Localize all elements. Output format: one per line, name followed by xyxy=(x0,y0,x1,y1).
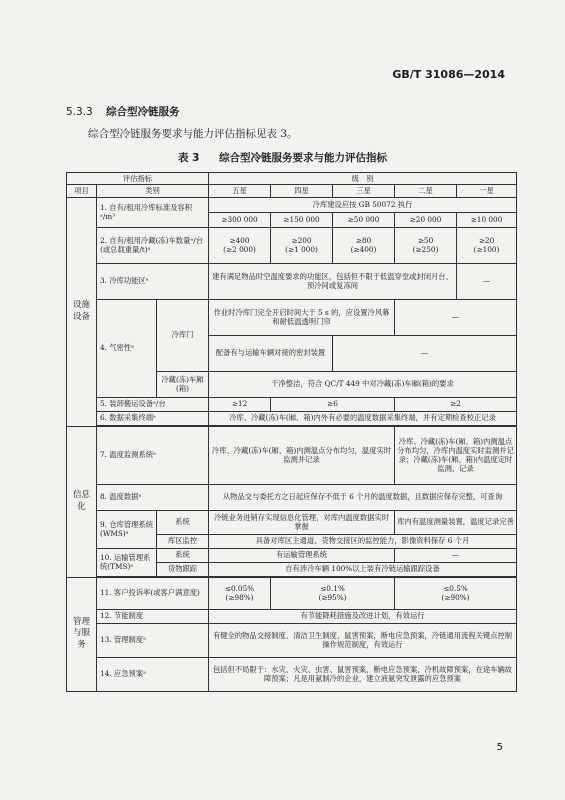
row-9-label: 9. 仓库管理系统(WMS)ᵃ xyxy=(97,510,157,548)
row-6-label: 6. 数据采集终端ᵃ xyxy=(97,411,209,425)
row-1-star-4: ≥150 000 xyxy=(271,212,333,227)
section-intro: 综合型冷链服务要求与能力评估指标见表 3。 xyxy=(88,128,298,140)
document-code: GB/T 31086—2014 xyxy=(392,68,505,81)
row-5-star-21: ≥2 xyxy=(395,397,517,411)
row-10-track-text: 自有涉冷车辆 100%以上装有冷链运输跟踪设备 xyxy=(209,562,517,576)
row-2-star-4: ≥200 (≥1 000) xyxy=(271,227,333,263)
table-title: 综合型冷链服务要求与能力评估指标 xyxy=(219,152,388,164)
header-star-5: 五星 xyxy=(209,185,271,197)
row-1-star-3: ≥50 000 xyxy=(333,212,395,227)
header-row-2 xyxy=(67,185,517,197)
header-star-1: 一星 xyxy=(457,185,517,197)
row-4-door: 冷库门 xyxy=(157,299,209,371)
row-10-label: 10. 运输管理系统(TMS)ᵃ xyxy=(97,548,157,576)
section-heading xyxy=(66,104,180,119)
row-1-star-1: ≥10 000 xyxy=(457,212,517,227)
header-star-3: 三星 xyxy=(333,185,395,197)
group-management: 管理与服务 xyxy=(67,577,97,691)
row-9-monitor: 库区监控 xyxy=(157,534,209,548)
header-star-2: 二星 xyxy=(395,185,457,197)
row-1-label: 1. 自有/租用冷库标准及容积ᵃ/m³ xyxy=(97,197,209,227)
row-5-label: 5. 装卸搬运设备ᵃ/台 xyxy=(97,397,209,411)
header-category: 类别 xyxy=(97,185,209,197)
header-level: 级 别 xyxy=(209,173,517,185)
row-10-sys-text: 有运输管理系统 xyxy=(209,548,395,562)
row-7-label: 7. 温度监测系统ᵃ xyxy=(97,426,209,484)
section-title: 综合型冷链服务 xyxy=(106,106,180,118)
header-item: 项目 xyxy=(67,185,97,197)
row-11-label: 11. 客户投诉率(或客户满意度) xyxy=(97,577,209,609)
row-2-star-5: ≥400 (≥2 000) xyxy=(209,227,271,263)
row-8-text: 从物品交与委托方之日起应保存不低于 6 个月的温度数据，且数据应保存完整，可查询 xyxy=(209,484,517,510)
row-13-text: 有健全的物品交接制度、清洁卫生制度、鼠害预案，断电应急预案，冷链通用流程关键点控制操作规范制度，有效运行 xyxy=(209,623,517,657)
row-5-star-5: ≥12 xyxy=(209,397,271,411)
table-caption xyxy=(0,150,565,165)
row-10-sys-dash: — xyxy=(395,548,517,562)
row-10-track: 货物跟踪 xyxy=(157,562,209,576)
row-13-label: 13. 管理制度ᵃ xyxy=(97,623,209,657)
row-7-b: 冷库、冷藏(冻)车(厢、箱)内测温点分布均匀，冷库内温度实时监测并记录；冷藏(冻)车(厢、箱)内温度定时监测、记录 xyxy=(395,426,517,484)
row-4-truck: 冷藏(冻)车厢(箱) xyxy=(157,371,209,397)
row-4-door-a: 作业时冷库门完全开启时间大于 5 s 的，应设置冷风幕和耐低温透明门帘 xyxy=(209,299,395,335)
header-row-1 xyxy=(67,173,517,185)
row-4-door-a-dash: — xyxy=(395,299,517,335)
row-5-star-43: ≥6 xyxy=(271,397,395,411)
header-indicator: 评估指标 xyxy=(67,173,209,185)
row-10-sys: 系统 xyxy=(157,548,209,562)
row-7-a: 冷库、冷藏(冻)车(厢、箱)内测温点分布均匀，温度实时监测并记录 xyxy=(209,426,395,484)
row-12-text: 有节能降耗措施及改进计划，有效运行 xyxy=(209,609,517,623)
row-3-star-1: — xyxy=(457,263,517,299)
row-1-star-2: ≥20 000 xyxy=(395,212,457,227)
row-9-sys-b: 库内有温度测量装置，温度记录完善 xyxy=(395,510,517,534)
row-9-monitor-text: 具备对库区主通道、货物交接区的监控能力，影像资料保存 6 个月 xyxy=(209,534,517,548)
row-1-star-5: ≥300 000 xyxy=(209,212,271,227)
row-4-label: 4. 气密性ᵃ xyxy=(97,299,157,397)
row-14-text: 包括但不局限于：水灾、火灾、虫害、鼠害预案，断电应急预案，冷机故障预案，在途车辆故障预案；凡是用氨制冷的企业，建立液氨突发泄露的应急预案 xyxy=(209,657,517,691)
row-8-label: 8. 温度数据ᵃ xyxy=(97,484,209,510)
group-info: 信息化 xyxy=(67,426,97,577)
row-11-star-43: ≤0.1% (≥95%) xyxy=(271,577,395,609)
row-1-common: 冷库建设应按 GB 50072 执行 xyxy=(209,197,517,212)
row-4-door-b: 配备有与运输车辆对接的密封装置 xyxy=(209,335,333,371)
row-3-label: 3. 冷库功能区ᵃ xyxy=(97,263,209,299)
group-facilities: 设施设备 xyxy=(67,197,97,426)
section-number: 5.3.3 xyxy=(66,106,93,118)
row-9-sys-a: 冷链业务进销存实现信息化管理，对库内温度数据实时掌握 xyxy=(209,510,395,534)
row-2-label: 2. 自有/租用冷藏(冻)车数量ᵃ/台(或总载重量/t)ᵃ xyxy=(97,227,209,263)
requirements-table xyxy=(66,172,517,692)
table-label: 表 3 xyxy=(177,152,200,164)
row-2-star-3: ≥80 (≥400) xyxy=(333,227,395,263)
header-star-4: 四星 xyxy=(271,185,333,197)
row-2-star-2: ≥50 (≥250) xyxy=(395,227,457,263)
row-4-truck-text: 干净整洁，符合 QC/T 449 中对冷藏(冻)车厢(箱)的要求 xyxy=(209,371,517,397)
row-4-door-b-dash: — xyxy=(333,335,517,371)
row-9-sys: 系统 xyxy=(157,510,209,534)
row-12-label: 12. 节能制度 xyxy=(97,609,209,623)
row-11-star-21: ≤0.5% (≥90%) xyxy=(395,577,517,609)
row-2-star-1: ≥20 (≥100) xyxy=(457,227,517,263)
row-14-label: 14. 应急预案ᵃ xyxy=(97,657,209,691)
row-3-text: 建有满足物品时空温度要求的功能区，包括但不限于低温穿堂或封闭月台、预冷间或复冻间 xyxy=(209,263,457,299)
row-11-star-5: ≤0.05% (≥98%) xyxy=(209,577,271,609)
row-6-text: 冷库、冷藏(冻)车(厢、箱)内外有必要的温度数据采集终端，并有定期检查校正记录 xyxy=(209,411,517,425)
page-number: 5 xyxy=(496,742,503,753)
